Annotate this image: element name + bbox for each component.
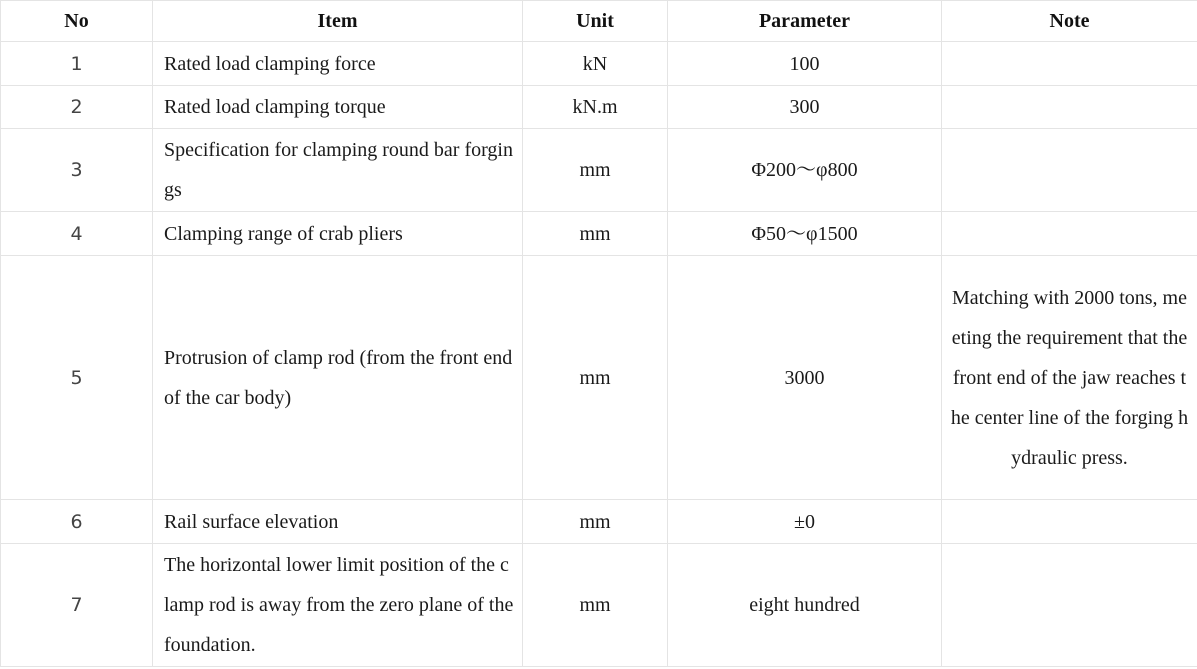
row-unit: mm: [523, 212, 668, 256]
row-item: Rated load clamping force: [153, 42, 523, 86]
row-item: Specification for clamping round bar forgings: [153, 129, 523, 212]
row-parameter: Φ50～φ1500: [668, 212, 942, 256]
table-row: [1, 129, 1197, 212]
row-parameter: 3000: [668, 256, 942, 500]
row-note: Matching with 2000 tons, meeting the requirement that the front end of the jaw reaches the center line of the forging hydraulic press.: [942, 256, 1197, 500]
header-item: Item: [153, 1, 523, 42]
row-parameter: eight hundred: [668, 544, 942, 667]
row-parameter: 100: [668, 42, 942, 86]
row-item: Rail surface elevation: [153, 500, 523, 544]
header-note: Note: [942, 1, 1197, 42]
row-note: [942, 500, 1197, 544]
row-no: 3: [1, 129, 153, 212]
table-row: [1, 42, 1197, 86]
row-note: [942, 86, 1197, 129]
row-note: [942, 42, 1197, 86]
table-header-row: [1, 1, 1197, 42]
row-parameter: 300: [668, 86, 942, 129]
table-row: [1, 212, 1197, 256]
row-parameter: Φ200～φ800: [668, 129, 942, 212]
row-unit: kN: [523, 42, 668, 86]
row-no: 6: [1, 500, 153, 544]
row-note: [942, 212, 1197, 256]
row-no: 2: [1, 86, 153, 129]
row-item: The horizontal lower limit position of the clamp rod is away from the zero plane of the foundation.: [153, 544, 523, 667]
header-no: No: [1, 1, 153, 42]
row-unit: mm: [523, 129, 668, 212]
row-unit: mm: [523, 544, 668, 667]
row-no: 4: [1, 212, 153, 256]
row-parameter: ±0: [668, 500, 942, 544]
row-unit: kN.m: [523, 86, 668, 129]
row-item: Protrusion of clamp rod (from the front end of the car body): [153, 256, 523, 500]
row-item: Rated load clamping torque: [153, 86, 523, 129]
header-parameter: Parameter: [668, 1, 942, 42]
header-unit: Unit: [523, 1, 668, 42]
row-item: Clamping range of crab pliers: [153, 212, 523, 256]
row-no: 1: [1, 42, 153, 86]
row-unit: mm: [523, 500, 668, 544]
row-note: [942, 544, 1197, 667]
table-row: [1, 256, 1197, 500]
row-no: 7: [1, 544, 153, 667]
row-no: 5: [1, 256, 153, 500]
row-unit: mm: [523, 256, 668, 500]
table-row: [1, 544, 1197, 667]
row-note: [942, 129, 1197, 212]
table-row: [1, 500, 1197, 544]
table-row: [1, 86, 1197, 129]
